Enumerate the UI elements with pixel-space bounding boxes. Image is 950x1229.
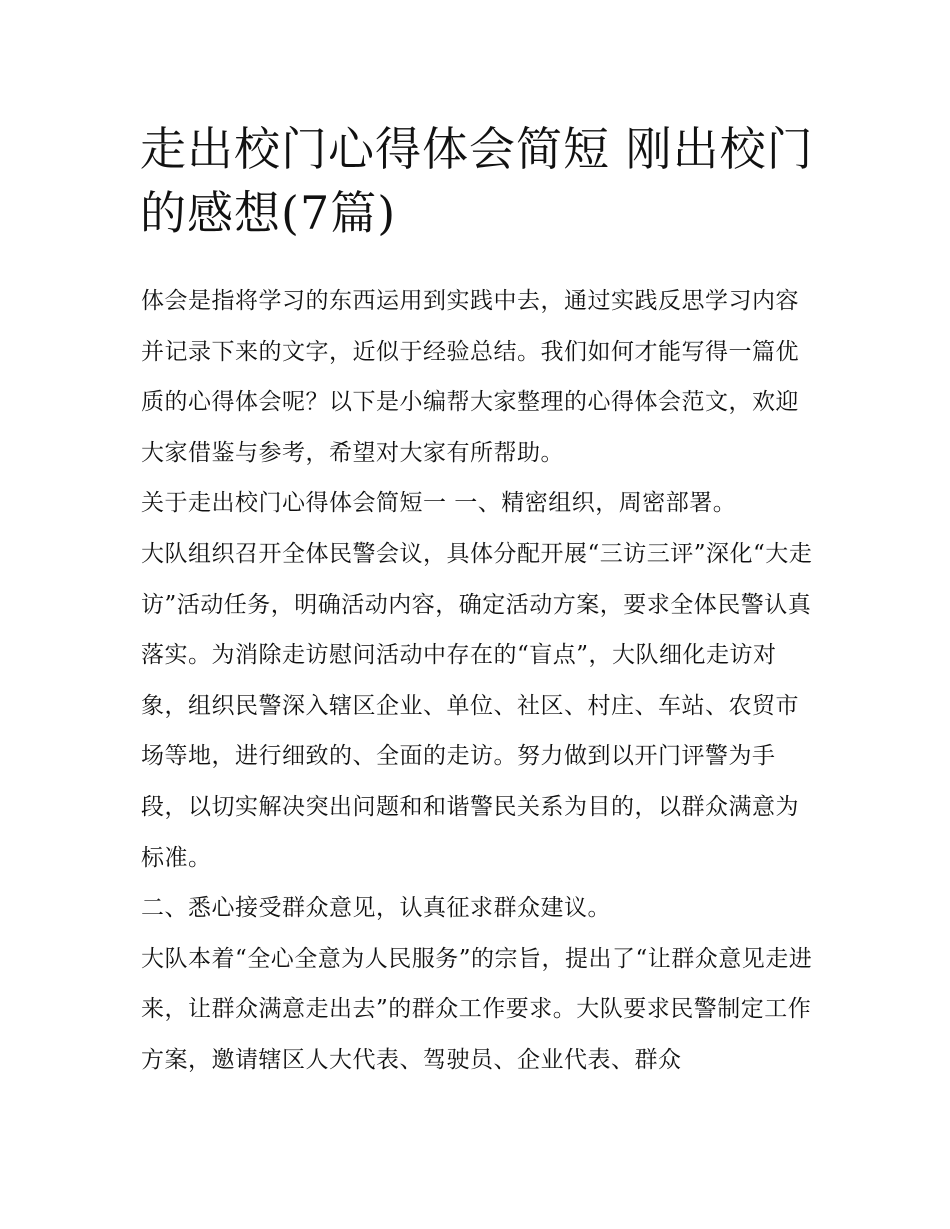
paragraph-section-two-body: 大队本着“全心全意为人民服务”的宗旨，提出了“让群众意见走进来，让群众满意走出去”的群众工作要求。大队要求民警制定工作方案，邀请辖区人大代表、驾驶员、企业代表、群众 — [141, 945, 813, 1073]
paragraph-section-one-body: 大队组织召开全体民警会议，具体分配开展“三访三评”深化“大走访”活动任务，明确活动内容，确定活动方案，要求全体民警认真落实。为消除走访慰问活动中存在的“盲点”，大队细化走访对象，组织民警深入辖区企业、单位、社区、村庄、车站、农贸市场等地，进行细致的、全面的走访。努力做到以开门评警为手段，以切实解决突出问题和和谐警民关系为目的，以群众满意为标准。 — [141, 540, 813, 871]
paragraph-intro: 体会是指将学习的东西运用到实践中去，通过实践反思学习内容并记录下来的文字，近似于经验总结。我们如何才能写得一篇优质的心得体会呢？以下是小编帮大家整理的心得体会范文，欢迎大家借鉴与参考，希望对大家有所帮助。 — [141, 288, 799, 466]
document-title: 走出校门心得体会简短 刚出校门的感想(7篇) — [140, 122, 814, 240]
paragraph-section-one-heading: 关于走出校门心得体会简短一 一、精密组织，周密部署。 — [141, 490, 737, 517]
document-body — [141, 276, 813, 1086]
paragraph-section-two-heading: 二、悉心接受群众意见，认真征求群众建议。 — [141, 895, 611, 922]
